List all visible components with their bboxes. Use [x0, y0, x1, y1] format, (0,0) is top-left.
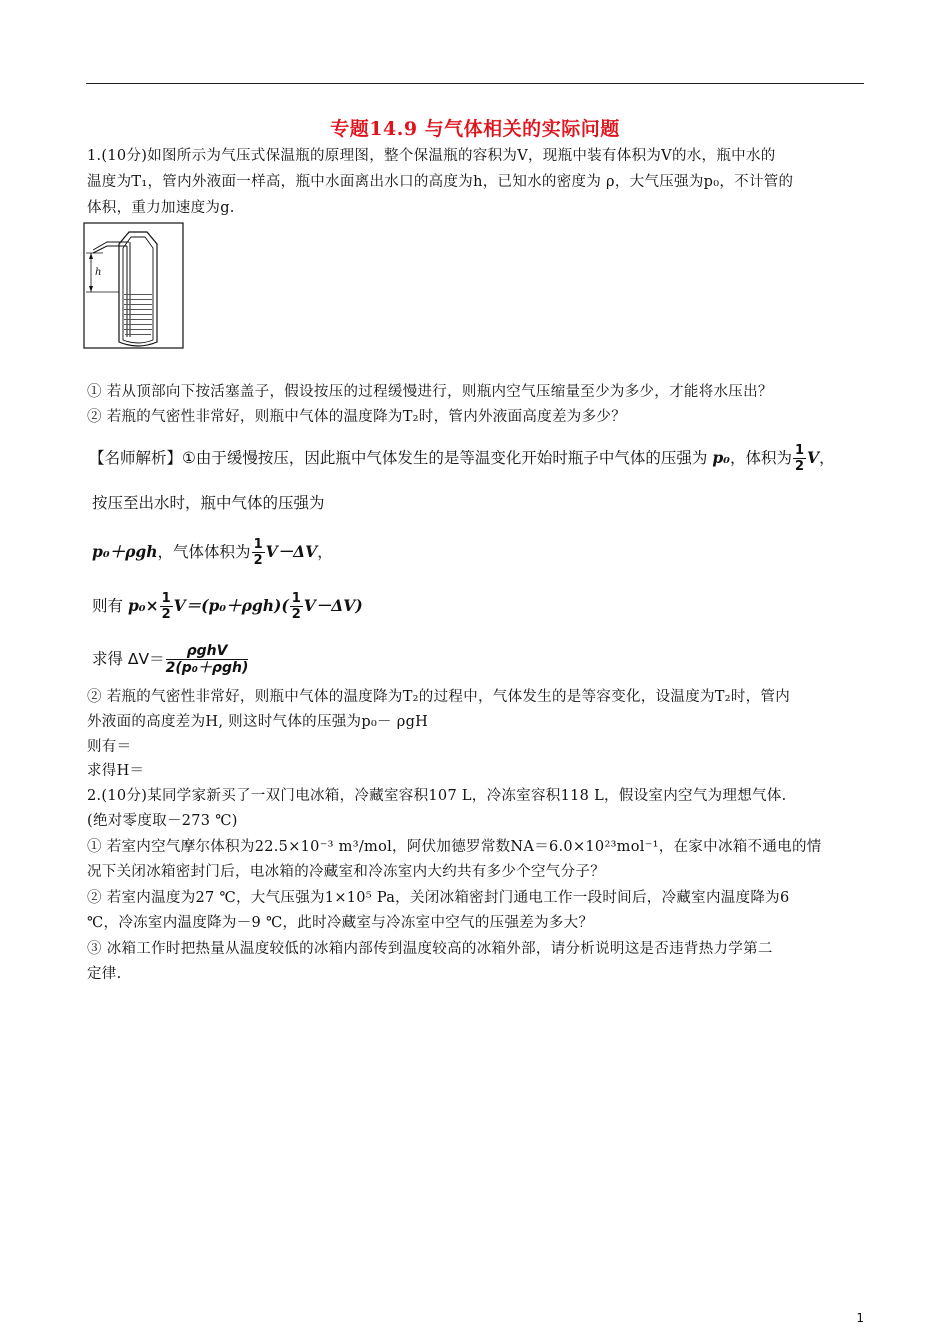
- q1-line-1: 1.(10分)如图所示为气压式保温瓶的原理图，整个保温瓶的容积为V，现瓶中装有体积为V的水，瓶中水的: [87, 148, 776, 164]
- q1-part2-line-1: ② 若瓶的气密性非常好，则瓶中气体的温度降为T₂的过程中，气体发生的是等容变化，设温度为T₂时，管内: [87, 689, 791, 705]
- fraction-half: $\frac{1}{2}$: [794, 443, 805, 474]
- analysis-line-3: p₀＋ρgh，气体体积为 $\frac{1}{2}$ V－ΔV，: [92, 537, 333, 568]
- header-rule: [86, 83, 864, 84]
- analysis-line-1: 【名师解析】①由于缓慢按压，因此瓶中气体发生的是等温变化开始时瓶子中气体的压强为 p₀，体积为 $\frac{1}{2}$ V，: [89, 443, 835, 474]
- q1-sub-1: ① 若从顶部向下按活塞盖子，假设按压的过程缓慢进行，则瓶内空气压缩量至少为多少，才能将水压出？: [87, 384, 773, 400]
- page-number: 1: [856, 1311, 864, 1325]
- q2-line-2: (绝对零度取－273 ℃): [87, 813, 238, 829]
- page-title: 专题14.9 与气体相关的实际问题: [330, 118, 620, 140]
- q1-line-3: 体积，重力加速度为g.: [87, 200, 235, 216]
- thermos-diagram: [83, 222, 185, 350]
- q1-sub-2: ② 若瓶的气密性非常好，则瓶中气体的温度降为T₂时，管内外液面高度差为多少？: [87, 409, 626, 425]
- q2-line-4: 况下关闭冰箱密封门后，电冰箱的冷藏室和冷冻室内大约共有多少个空气分子？: [87, 864, 605, 880]
- q2-line-1: 2.(10分)某同学家新买了一双门电冰箱，冷藏室容积107 L，冷冻室容积118 L，假设室内空气为理想气体.: [87, 788, 787, 804]
- q1-part2-line-4: 求得H＝: [87, 763, 145, 779]
- analysis-line-2: 按压至出水时，瓶中气体的压强为: [92, 494, 325, 512]
- q1-line-2: 温度为T₁，管内外液面一样高，瓶中水面离出水口的高度为h，已知水的密度为 ρ，大气压强为p₀，不计管的: [87, 174, 794, 190]
- diagram-label-h: h: [95, 267, 102, 278]
- q2-line-5: ② 若室内温度为27 ℃，大气压强为1×10⁵ Pa，关闭冰箱密封门通电工作一段时间后，冷藏室内温度降为6: [87, 890, 790, 906]
- analysis-line-4: 则有 p₀× $\frac{1}{2}$ V＝(p₀＋ρgh)( $\frac{1}{2}$ V－ΔV): [92, 591, 363, 622]
- q2-line-3: ① 若室内空气摩尔体积为22.5×10⁻³ m³/mol，阿伏加德罗常数NA＝6.0×10²³mol⁻¹，在家中冰箱不通电的情: [87, 839, 822, 855]
- analysis-line-5: 求得 ΔV＝ $\frac{\text{ρghV}}{\text{2(p₀＋ρgh)}}$: [92, 643, 249, 676]
- q2-line-6: ℃，冷冻室内温度降为－9 ℃，此时冷藏室与冷冻室中空气的压强差为多大？: [87, 915, 594, 931]
- q1-part2-line-2: 外液面的高度差为H, 则这时气体的压强为p₀－ ρgH: [87, 714, 429, 730]
- q1-part2-line-3: 则有＝: [87, 739, 132, 755]
- q2-line-8: 定律.: [87, 966, 122, 982]
- q2-line-7: ③ 冰箱工作时把热量从温度较低的冰箱内部传到温度较高的冰箱外部，请分析说明这是否违背热力学第二: [87, 941, 773, 957]
